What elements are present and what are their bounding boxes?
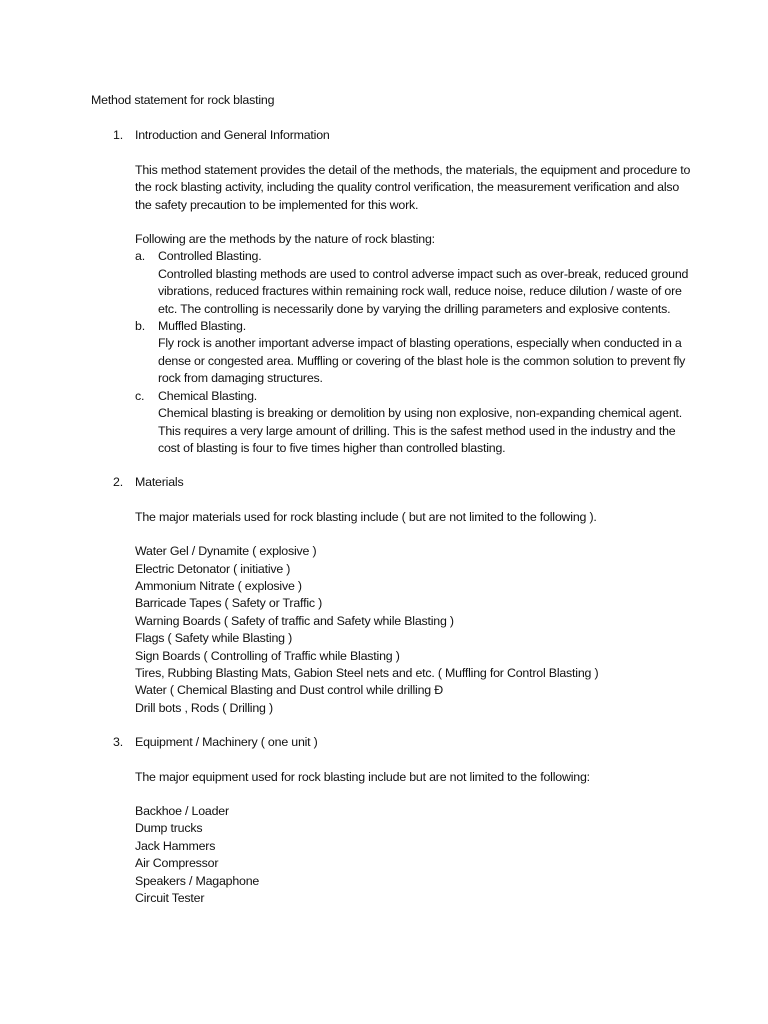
section-number: 2. [113,475,123,490]
method-content [158,388,691,458]
method-letter: a. [135,249,145,264]
method-name: Muffled Blasting. [158,319,246,334]
method-letter: b. [135,319,145,334]
list-item: Circuit Tester [135,891,205,906]
intro-paragraph: This method statement provides the detail of the methods, the materials, the equipment and procedure to the rock blasting activity, including the quality control verification, the measurement verification and also the safety precaution to be implemented for this work. [135,162,691,212]
method-description: Controlled blasting methods are used to control adverse impact such as over-break, reduced ground vibrations, reduced fractures within remaining rock wall, reduce noise, reduce dilution / waste of ore etc. The controlling is necessarily done by varying the drilling parameters and explosive contents. [158,266,689,316]
method-content [158,318,691,388]
section-heading [91,127,691,144]
document-body [91,92,691,924]
intro-paragraph: The major equipment used for rock blasting include but are not limited to the following: [135,769,590,784]
method-letter: c. [135,388,145,403]
methods-list [135,248,691,457]
list-item: Drill bots , Rods ( Drilling ) [135,700,273,715]
method-name: Chemical Blasting. [158,388,258,403]
method-content [158,248,691,318]
section-title: Equipment / Machinery ( one unit ) [135,735,318,750]
method-item [135,388,691,458]
list-item: Water Gel / Dynamite ( explosive ) [135,544,317,559]
list-item: Speakers / Magaphone [135,873,260,888]
list-item: Dump trucks [135,821,203,836]
list-item: Flags ( Safety while Blasting ) [135,631,293,646]
materials-list [135,543,691,717]
method-description: Chemical blasting is breaking or demolition by using non explosive, non-expanding chemical agent. This requires a very large amount of drilling. This is the safest method used in the industry and the cost of blasting is four to five times higher than controlled blasting. [158,406,683,455]
document-title: Method statement for rock blasting [91,93,275,107]
section-body [135,162,691,458]
list-item: Warning Boards ( Safety of traffic and Safety while Blasting ) [135,613,454,628]
section-heading [91,474,691,491]
section-introduction [91,127,691,457]
list-item: Sign Boards ( Controlling of Traffic while Blasting ) [135,648,400,663]
section-equipment [91,734,691,907]
list-item: Tires, Rubbing Blasting Mats, Gabion Steel nets and etc. ( Muffling for Control Blasting ) [135,665,599,680]
method-name: Controlled Blasting. [158,249,262,264]
method-item [135,248,691,318]
section-title: Materials [135,475,184,490]
list-item: Jack Hammers [135,838,216,853]
list-item: Ammonium Nitrate ( explosive ) [135,578,302,593]
list-item: Electric Detonator ( initiative ) [135,561,291,576]
section-number: 1. [113,128,123,143]
section-body [135,509,691,717]
list-item: Barricade Tapes ( Safety or Traffic ) [135,596,323,611]
section-title: Introduction and General Information [135,128,330,143]
list-item: Water ( Chemical Blasting and Dust control while drilling Ð [135,683,443,698]
section-heading [91,734,691,751]
method-description: Fly rock is another important adverse impact of blasting operations, especially when conducted in a dense or congested area. Muffling or covering of the blast hole is the common solution to prevent fly rock from damaging structures. [158,336,686,386]
section-number: 3. [113,735,123,750]
section-body [135,769,691,908]
intro-paragraph: The major materials used for rock blasting include ( but are not limited to the following ). [135,509,597,524]
list-item: Air Compressor [135,856,219,871]
list-item: Backhoe / Loader [135,804,229,818]
methods-intro: Following are the methods by the nature of rock blasting: [135,232,435,247]
equipment-list [135,803,691,907]
section-materials [91,474,691,717]
method-item [135,318,691,388]
